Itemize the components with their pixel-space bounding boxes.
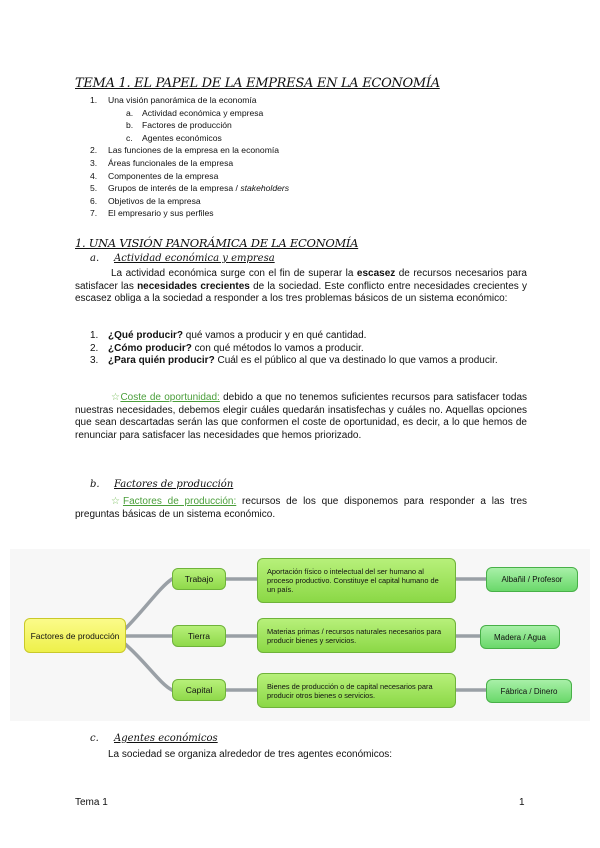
list-item: 1. ¿Qué producir? qué vamos a producir y en qué cantidad. bbox=[90, 330, 367, 341]
node-trabajo-desc: Aportación físico o intelectual del ser humano al proceso productivo. Constituye el capital humano de un país. bbox=[257, 558, 456, 603]
page-title: TEMA 1. EL PAPEL DE LA EMPRESA EN LA ECONOMÍA bbox=[75, 76, 440, 91]
toc-subitem: a. Actividad económica y empresa bbox=[126, 107, 264, 118]
toc-item: 6. Objetivos de la empresa bbox=[90, 195, 201, 206]
page-number: 1 bbox=[519, 797, 525, 808]
toc-item: 1. Una visión panorámica de la economía bbox=[90, 95, 257, 105]
node-trabajo-example: Albañil / Profesor bbox=[486, 567, 578, 592]
toc-item: 4. Componentes de la empresa bbox=[90, 170, 219, 181]
node-tierra: Tierra bbox=[172, 625, 226, 647]
mind-map-factores bbox=[10, 549, 590, 721]
toc-item: 5. Grupos de interés de la empresa / stakeholders bbox=[90, 183, 290, 194]
node-trabajo: Trabajo bbox=[172, 568, 226, 590]
node-root: Factores de producción bbox=[24, 618, 126, 653]
node-capital-desc: Bienes de producción o de capital necesarios para producir otros bienes o servicios. bbox=[257, 673, 456, 708]
list-item: 3. ¿Para quién producir? Cuál es el público al que va destinado lo que vamos a producir. bbox=[90, 355, 498, 367]
paragraph-coste-oportunidad: ☆Coste de oportunidad: debido a que no tenemos suficientes recursos para satisfacer todas nuestras necesidades, debemos elegir cuáles quedarán insatisfechas y cuáles no. Aquellas opciones que sean descartadas serán las que conformen el coste de oportunidad, es decir, a lo que hemos de renunciar para satisfacer las necesidades que hemos priorizado. bbox=[75, 392, 528, 441]
section-heading: 1. UNA VISIÓN PANORÁMICA DE LA ECONOMÍA bbox=[75, 236, 359, 250]
paragraph-factores: ☆Factores de producción: recursos de los que disponemos para responder a las tres preguntas básicas de un sistema económico. bbox=[75, 496, 527, 520]
subsection-heading-b: b. Factores de producción bbox=[90, 479, 234, 490]
footer-label: Tema 1 bbox=[75, 797, 108, 808]
connector-capital bbox=[125, 644, 172, 690]
subsection-heading-c: c. Agentes económicos bbox=[90, 733, 218, 744]
toc-subitem: b. Factores de producción bbox=[126, 120, 232, 131]
node-capital: Capital bbox=[172, 679, 226, 701]
paragraph-agentes: La sociedad se organiza alrededor de tres agentes económicos: bbox=[108, 749, 393, 760]
toc-item: 2. Las funciones de la empresa en la economía bbox=[90, 145, 280, 156]
toc-item: 7. El empresario y sus perfiles bbox=[90, 208, 214, 219]
star-icon: ☆ bbox=[111, 496, 123, 507]
star-icon: ☆ bbox=[111, 392, 121, 403]
toc-subitem: c. Agentes económicos bbox=[126, 132, 222, 143]
toc-item: 3. Áreas funcionales de la empresa bbox=[90, 157, 234, 168]
subsection-heading-a: a. Actividad económica y empresa bbox=[90, 253, 275, 264]
list-item: 2. ¿Cómo producir? con qué métodos lo vamos a producir. bbox=[90, 342, 364, 354]
node-tierra-example: Madera / Agua bbox=[480, 625, 560, 649]
questions-list bbox=[90, 330, 526, 368]
node-tierra-desc: Materias primas / recursos naturales necesarios para producir bienes y servicios. bbox=[257, 618, 456, 653]
table-of-contents bbox=[90, 94, 289, 220]
node-capital-example: Fábrica / Dinero bbox=[486, 679, 572, 703]
paragraph-actividad: La actividad económica surge con el fin de superar la escasez de recursos necesarios para satisfacer las necesidades crecientes de la sociedad. Este conflicto entre necesidades crecientes y escasez obliga a la sociedad a responder a los tres problemas básicos de un sistema económico: bbox=[75, 268, 527, 305]
connector-trabajo bbox=[125, 579, 172, 629]
